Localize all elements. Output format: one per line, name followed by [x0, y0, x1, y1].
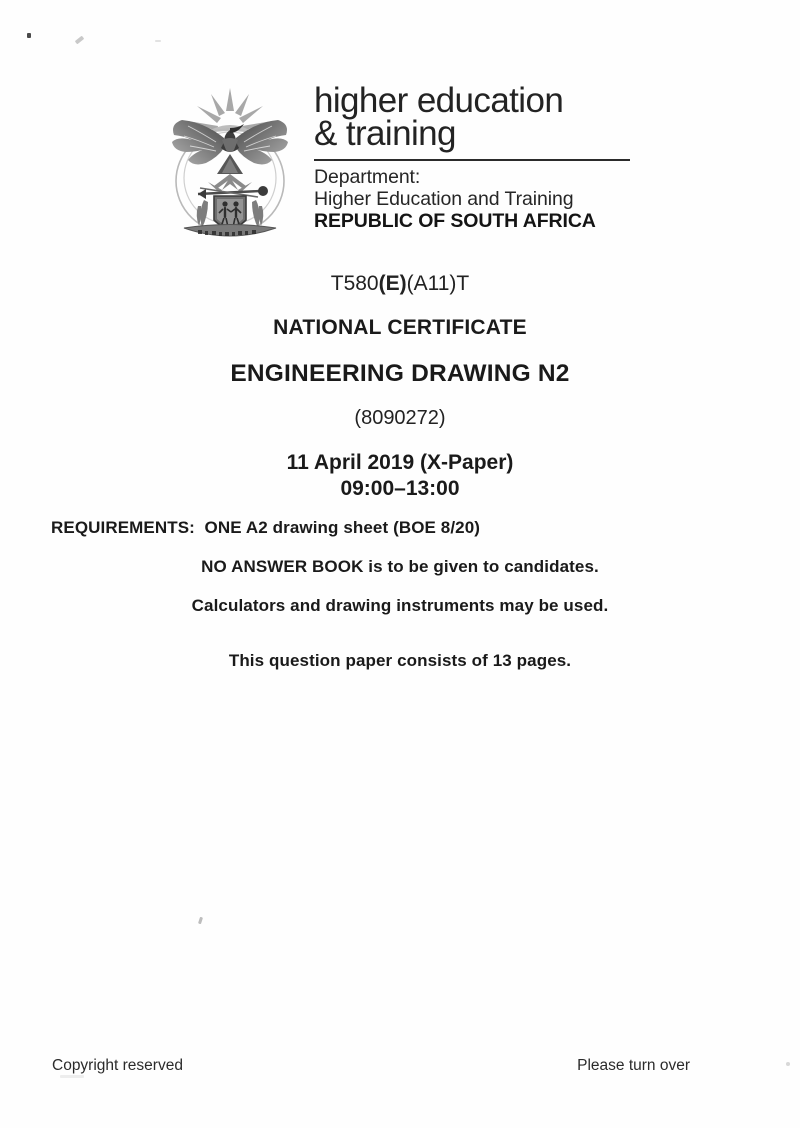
brand-line-2: & training: [314, 114, 456, 154]
note-calculators: Calculators and drawing instruments may be used.: [191, 596, 609, 615]
paper-code: [0, 272, 800, 296]
country-name: REPUBLIC OF SOUTH AFRICA: [314, 210, 596, 233]
page-count-statement: This question paper consists of 13 pages.: [228, 651, 572, 670]
scan-speck: [75, 36, 85, 45]
scan-speck: [786, 1062, 790, 1066]
brand-wordmark: [314, 81, 636, 154]
certificate-title: NATIONAL CERTIFICATE: [273, 316, 527, 339]
exam-date: 11 April 2019 (X-Paper): [286, 451, 514, 474]
subject-code: (8090272): [354, 407, 446, 429]
department-label: Department:: [314, 165, 421, 188]
subject-title: ENGINEERING DRAWING N2: [230, 360, 570, 387]
scan-speck: [60, 1075, 84, 1078]
scan-speck: [198, 917, 203, 925]
paper-code-bold: (E): [378, 272, 407, 295]
note-answer-book: NO ANSWER BOOK is to be given to candidates.: [201, 557, 599, 576]
footer-turn-over: Please turn over: [577, 1057, 690, 1074]
footer-copyright: Copyright reserved: [52, 1057, 183, 1074]
scan-speck: [155, 40, 161, 42]
brand-line-1: higher education: [314, 81, 564, 120]
document-footer: [52, 1057, 748, 1075]
requirements-line: REQUIREMENTS: ONE A2 drawing sheet (BOE 8/20): [51, 518, 481, 537]
brand-divider: [314, 159, 630, 161]
brand-block: [314, 78, 636, 233]
paper-code-suffix: (A11)T: [406, 272, 470, 295]
exam-schedule: [0, 450, 800, 503]
exam-time: 09:00–13:00: [340, 477, 460, 501]
coat-of-arms-icon: [164, 78, 296, 246]
scan-speck: [27, 33, 31, 38]
document-header: [0, 78, 800, 246]
paper-code-prefix: T580: [330, 272, 379, 295]
department-name: Higher Education and Training: [314, 187, 574, 210]
